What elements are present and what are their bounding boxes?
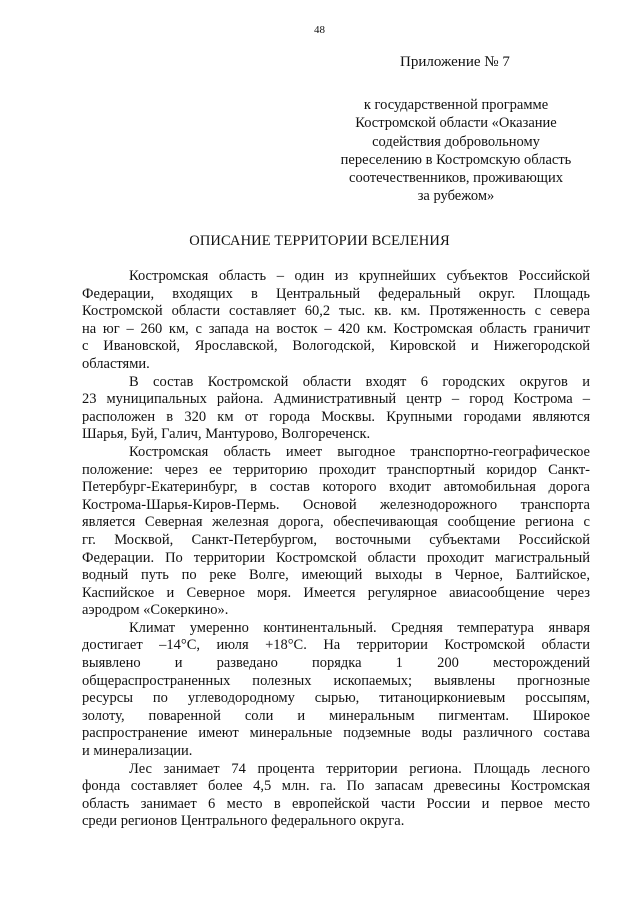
text-line: достигает –14°С, июля +18°С. На территории Костромской области [82, 637, 590, 654]
text-line: аэродром «Сокеркино». [82, 602, 229, 619]
text-line: золоту, поваренной соли и минеральным пигментам. Широкое [82, 707, 590, 724]
text-line: Лес занимает 74 процента территории региона. Площадь лесного [129, 760, 590, 777]
text-line: расположен в 320 км от города Москвы. Крупными городами являются [82, 408, 590, 425]
text-line: на юг – 260 км, с запада на восток – 420 км. Костромская область граничит [82, 320, 590, 337]
paragraph-climate [82, 620, 590, 761]
text-line: среди регионов Центрального федерального округа. [82, 813, 405, 830]
page-number: 48 [314, 24, 325, 36]
appendix-line: переселению в Костромскую область [340, 151, 572, 168]
body-text [82, 268, 590, 831]
text-line: Костромская область – один из крупнейших субъектов Российской [129, 268, 590, 284]
text-line: Кострома-Шарья-Киров-Пермь. Основой железнодорожного транспорта [82, 496, 590, 513]
text-line: областями. [82, 355, 150, 372]
text-line: ресурсы по углеводородному сырью, титаноциркониевым россыпям, [82, 690, 590, 707]
text-line: Федерации. По территории Костромской области проходит магистральный [82, 549, 590, 566]
text-line: область занимает 6 место в европейской части России и первое место [82, 795, 590, 812]
paragraph-forest [82, 761, 590, 831]
text-line: 23 муниципальных района. Административный центр – город Кострома – [82, 391, 590, 408]
text-line: Костромская область имеет выгодное транспортно-географическое [129, 443, 590, 460]
section-heading: ОПИСАНИЕ ТЕРРИТОРИИ ВСЕЛЕНИЯ [189, 233, 450, 249]
text-line: фонда составляет более 4,5 млн. га. По запасам древесины Костромская [82, 778, 590, 795]
appendix-line: за рубежом» [417, 188, 495, 205]
text-line: В состав Костромской области входят 6 городских округов и [129, 373, 590, 390]
text-line: Костромской области составляет 60,2 тыс. кв. км. Протяженность с севера [82, 303, 590, 320]
text-line: общераспространенных полезных ископаемых; выявлены прогнозные [82, 672, 590, 689]
text-line: и минерализации. [82, 743, 193, 760]
text-line: распространение имеют минеральные подземные воды различного состава [82, 725, 590, 742]
text-line: Климат умеренно континентальный. Средняя температура января [129, 619, 590, 636]
text-line: Федерации, входящих в Центральный федеральный округ. Площадь [82, 285, 590, 302]
appendix-line: содействия добровольному [372, 133, 540, 150]
text-line: с Ивановской, Ярославской, Вологодской, Кировской и Нижегородской [82, 338, 590, 355]
text-line: гг. Москвой, Санкт-Петербургом, восточными субъектами Российской [82, 531, 590, 548]
text-line: Каспийское и Северное моря. Имеется регулярное авиасообщение через [82, 584, 590, 601]
text-line: водный путь по реке Волге, имеющий выходы в Черное, Балтийское, [82, 567, 590, 584]
text-line: положение: через ее территорию проходит транспортный коридор Санкт- [82, 461, 590, 478]
text-line: выявлено и разведано порядка 1 200 месторождений [82, 655, 590, 672]
paragraph-area [82, 268, 590, 374]
appendix-line: соотечественников, проживающих [349, 170, 563, 187]
appendix-line: к государственной программе [363, 97, 549, 113]
appendix-subtitle [326, 96, 586, 206]
text-line: Петербург-Екатеринбург, в состав которого входит автомобильная дорога [82, 479, 590, 496]
paragraph-composition [82, 374, 590, 444]
text-line: является Северная железная дорога, обеспечивающая сообщение региона с [82, 514, 590, 531]
appendix-title: Приложение № 7 [400, 54, 510, 70]
paragraph-transport [82, 444, 590, 620]
appendix-line: Костромской области «Оказание [355, 115, 557, 132]
text-line: Шарья, Буй, Галич, Мантурово, Волгореченск. [82, 426, 371, 443]
